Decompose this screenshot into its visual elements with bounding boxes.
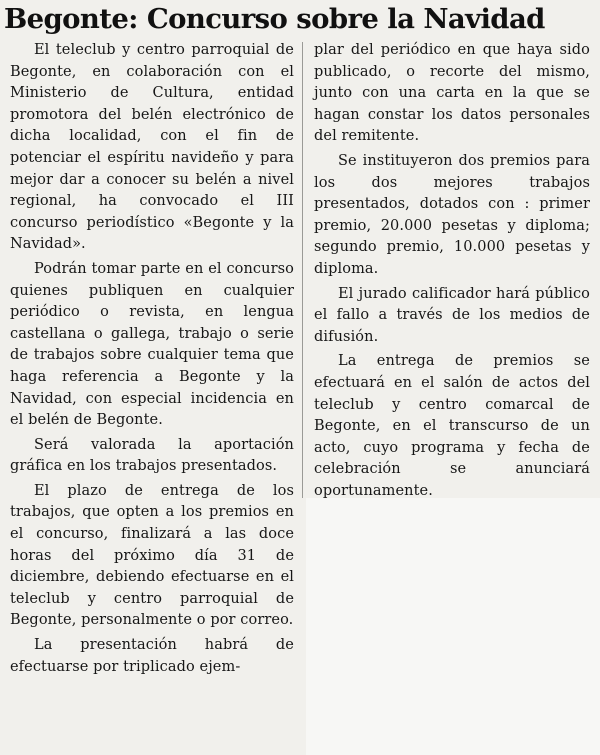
headline: Begonte: Concurso sobre la Navidad: [4, 3, 545, 35]
paragraph: Será valorada la aportación gráfica en los trabajos presentados.: [10, 436, 294, 475]
column-divider: [302, 42, 303, 498]
paragraph: Podrán tomar parte en el concurso quienes publiquen en cualquier periódico o revista, en lengua castellana o gallega, trabajo o serie de trabajos sobre cualquier tema que haga referencia a Begonte y la Navidad, con especial incidencia en el belén de Begonte.: [10, 260, 294, 429]
paragraph: El jurado calificador hará público el fallo a través de los medios de difusión.: [314, 285, 590, 345]
paragraph: El teleclub y centro parroquial de Begonte, en colaboración con el Ministerio de Cultura, entidad promotora del belén electrónico de dicha localidad, con el fin de potenciar el espíritu navideño y para mejor dar a conocer su belén a nivel regional, ha convocado el III concurso periodístico «Begonte y la Navidad».: [10, 42, 294, 253]
left-column: [10, 40, 294, 681]
paragraph: plar del periódico en que haya sido publicado, o recorte del mismo, junto con una carta en la que se hagan constar los datos personales del remitente.: [314, 42, 590, 145]
paragraph: Se instituyeron dos premios para los dos mejores trabajos presentados, dotados con : primer premio, 20.000 pesetas y diploma; segundo premio, 10.000 pesetas y diploma.: [314, 152, 590, 277]
right-column: [314, 40, 590, 505]
paragraph: La presentación habrá de efectuarse por triplicado ejem-: [10, 637, 294, 675]
paragraph: La entrega de premios se efectuará en el salón de actos del teleclub y centro comarcal de Begonte, en el transcurso de un acto, cuyo programa y fecha de celebración se anunciará oportunamente.: [314, 353, 590, 499]
paragraph: El plazo de entrega de los trabajos, que opten a los premios en el concurso, finalizará a las doce horas del próximo día 31 de diciembre, debiendo efectuarse en el teleclub y centro parroquial de Begonte, personalmente o por correo.: [10, 482, 294, 629]
blank-area: [306, 498, 600, 755]
